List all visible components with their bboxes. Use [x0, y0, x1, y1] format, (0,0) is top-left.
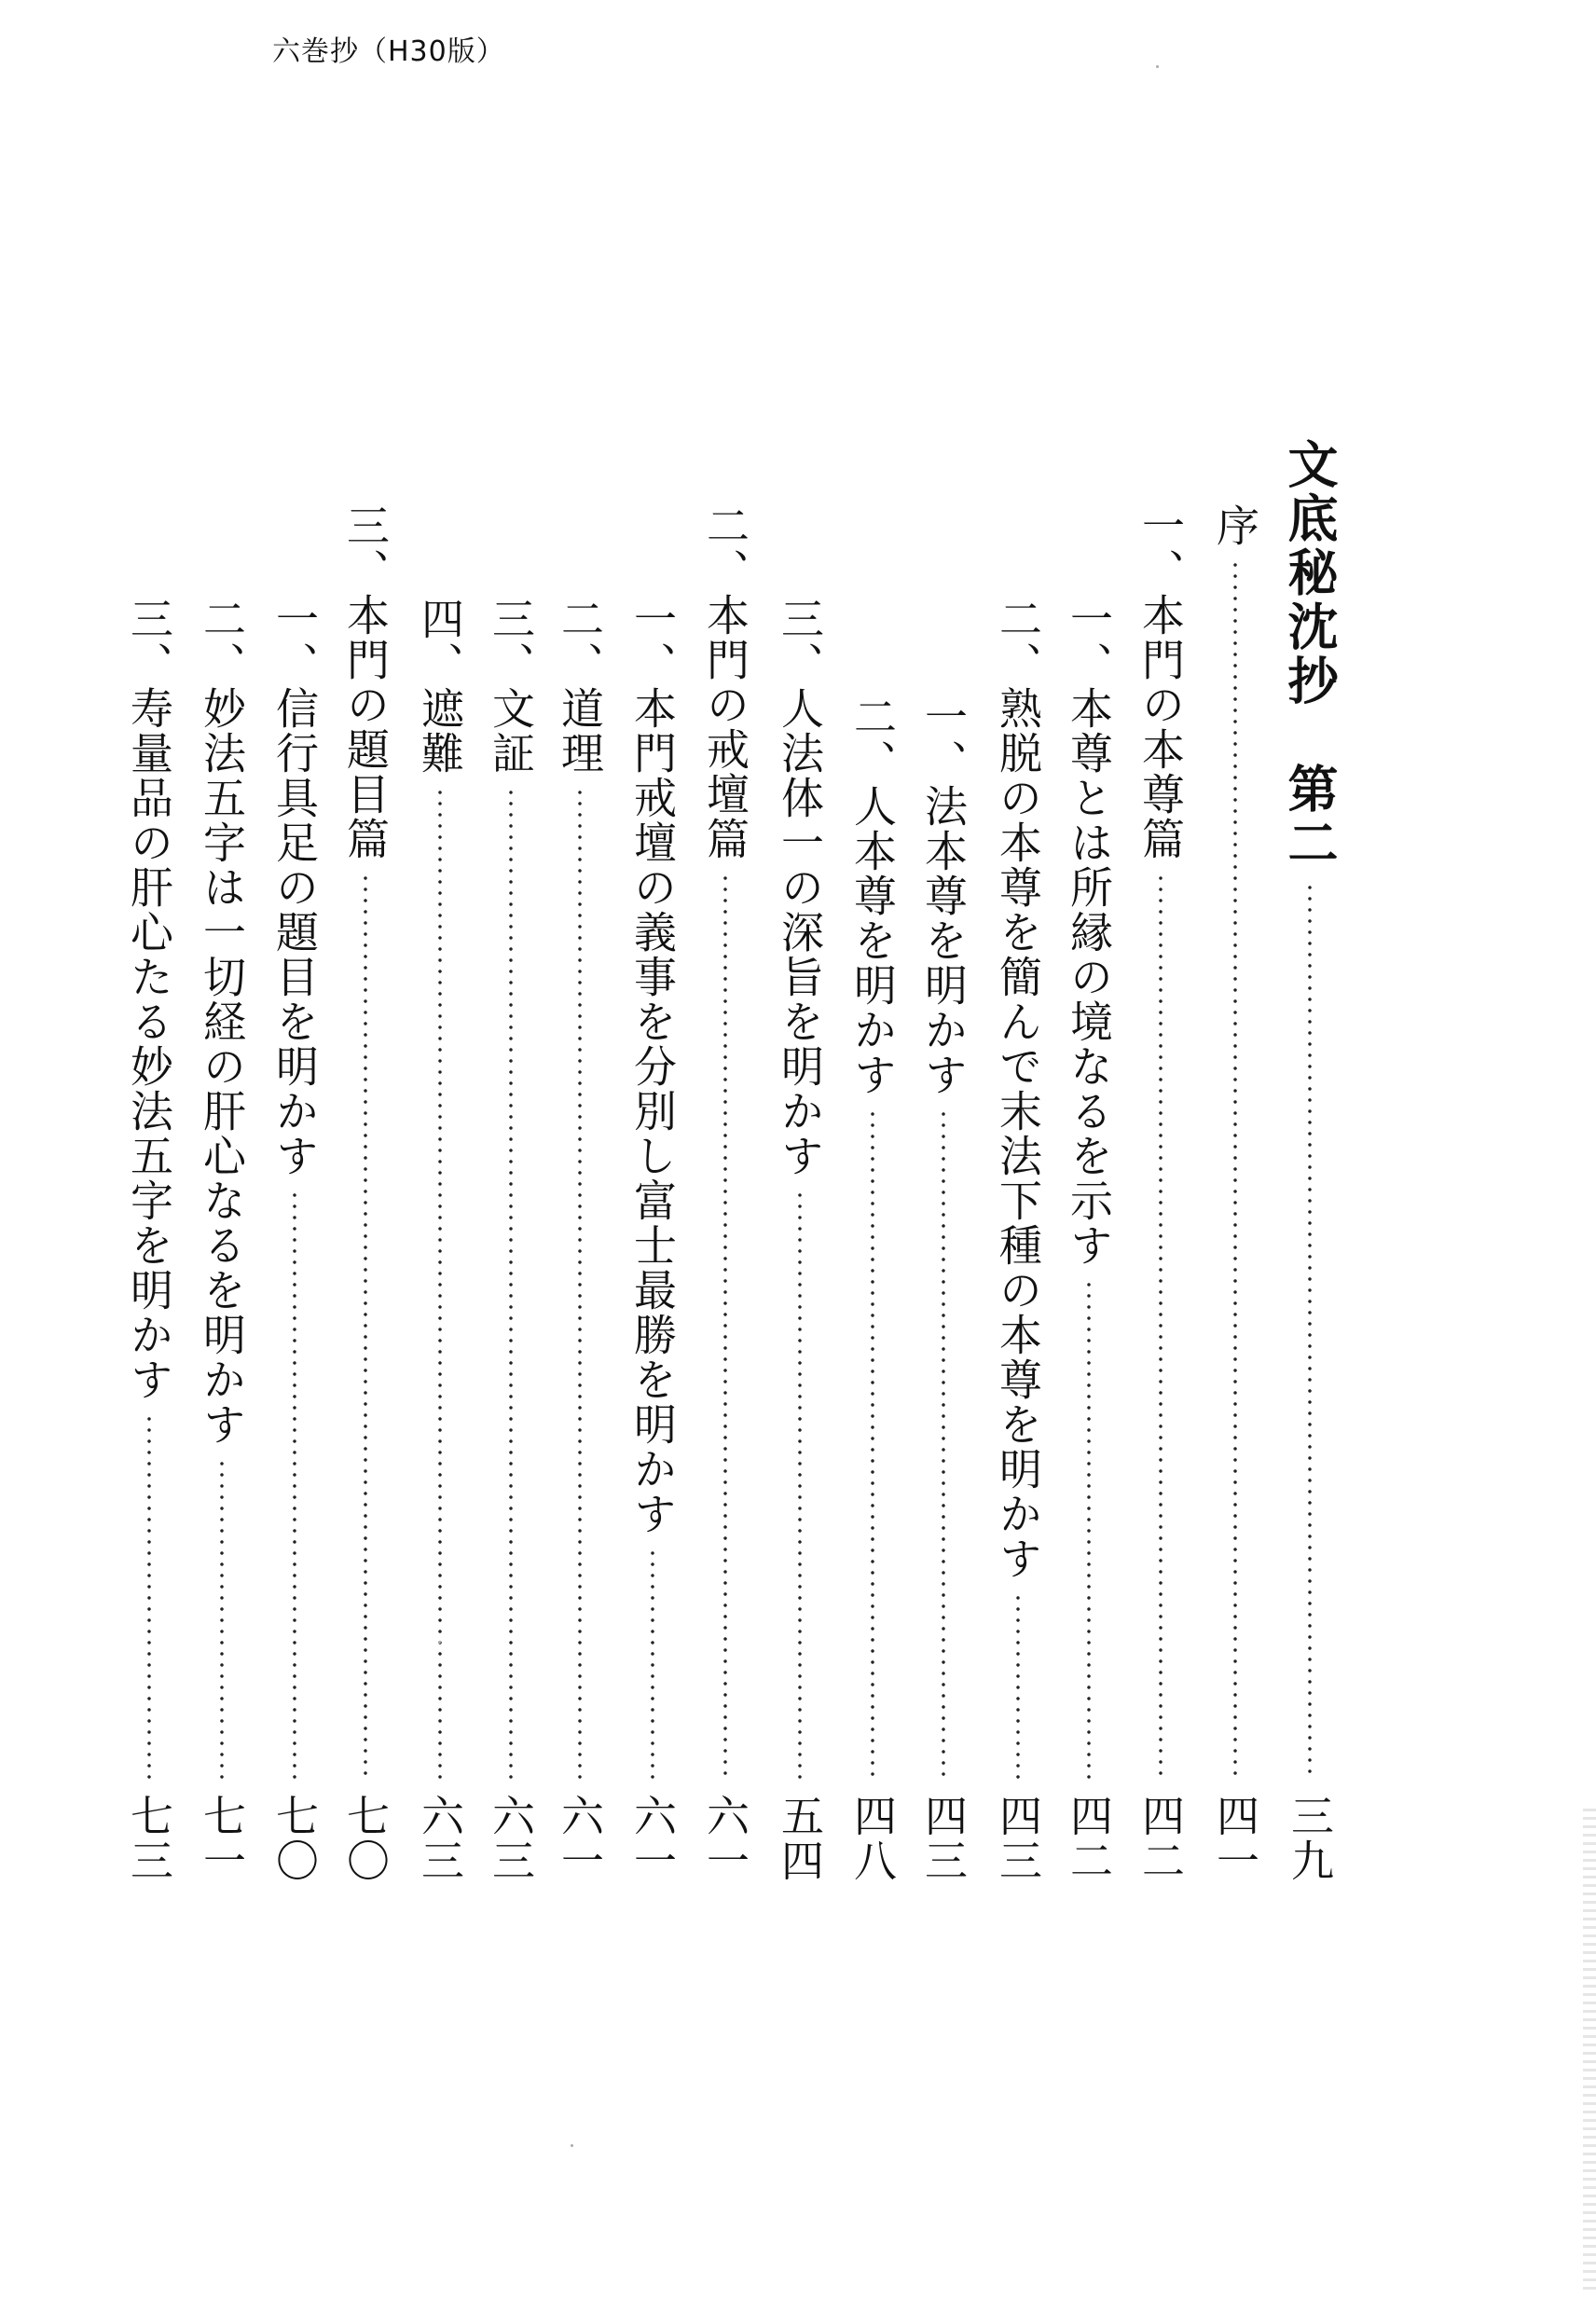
leader-dots [508, 787, 514, 1781]
toc-title-row [1282, 438, 1338, 1883]
toc-entry[interactable] [845, 695, 901, 1883]
toc-entry[interactable] [1133, 503, 1189, 1883]
toc-entry[interactable] [1207, 503, 1263, 1883]
leader-dots [577, 787, 583, 1781]
toc-entry-page: 四一 [1210, 1794, 1260, 1883]
toc-entry-label: 四、遮難 [415, 597, 465, 776]
toc-entry-page: 四三 [918, 1794, 969, 1883]
toc-entry-label: 二、人本尊を明かす [847, 695, 898, 1097]
toc-entry[interactable] [990, 597, 1046, 1883]
toc-entry[interactable] [552, 597, 608, 1883]
toc-entry-label: 一、信行具足の題目を明かす [269, 597, 320, 1178]
toc-entry-page: 四八 [847, 1794, 898, 1883]
toc-entry-label: 三、人法体一の深旨を明かす [775, 597, 825, 1178]
leader-dots [870, 1108, 875, 1781]
toc-entry-page: 六三 [486, 1794, 536, 1883]
toc-entry-label: 二、熟脱の本尊を簡んで末法下種の本尊を明かす [993, 597, 1043, 1581]
leader-dots [1086, 1279, 1092, 1781]
toc-title-page: 三九 [1285, 1794, 1335, 1883]
leader-dots [1015, 1592, 1021, 1781]
toc-entry-page: 六一 [555, 1794, 605, 1883]
leader-dots [650, 1548, 655, 1781]
toc-entry-label: 一、本門戒壇の義事を分別し富士最勝を明かす [627, 597, 678, 1536]
toc-entry[interactable] [121, 597, 177, 1883]
toc-entry[interactable] [697, 503, 753, 1883]
toc-entry[interactable] [1061, 597, 1117, 1883]
toc-entry-label: 序 [1210, 503, 1260, 548]
scan-speck [1156, 65, 1159, 68]
toc-entry-page: 四二 [1135, 1794, 1186, 1883]
leader-dots [146, 1413, 152, 1781]
leader-dots [437, 787, 443, 1781]
toc-entry[interactable] [625, 597, 681, 1883]
toc-entry-page: 五四 [775, 1794, 825, 1883]
toc-entry[interactable] [194, 597, 250, 1883]
leader-dots [1307, 882, 1313, 1781]
leader-dots [1158, 873, 1163, 1781]
toc-entry-page: 六一 [700, 1794, 750, 1883]
leader-dots [797, 1190, 803, 1781]
leader-dots [941, 1108, 946, 1781]
toc-entry-page: 六一 [627, 1794, 678, 1883]
toc-entry-label: 一、本尊とは所縁の境なるを示す [1064, 597, 1114, 1268]
leader-dots [292, 1190, 297, 1781]
toc-entry[interactable] [267, 597, 323, 1883]
leader-dots [363, 873, 368, 1781]
toc-entry-page: 七三 [124, 1794, 174, 1883]
toc-entry-label: 二、本門の戒壇篇 [700, 503, 750, 861]
leader-dots [722, 873, 728, 1781]
toc-entry[interactable] [915, 695, 971, 1883]
toc-entry-label: 二、道理 [555, 597, 605, 776]
toc-entry-page: 六三 [415, 1794, 465, 1883]
toc-entry-label: 三、寿量品の肝心たる妙法五字を明かす [124, 597, 174, 1402]
toc-entry-page: 四二 [1064, 1794, 1114, 1883]
toc-entry-label: 一、法本尊を明かす [918, 695, 969, 1097]
toc-entry[interactable] [412, 597, 468, 1883]
scan-speck [571, 2144, 573, 2147]
toc-entry-label: 一、本門の本尊篇 [1135, 503, 1186, 861]
toc-entry-page: 四三 [993, 1794, 1043, 1883]
toc-entry-label: 三、文証 [486, 597, 536, 776]
toc-entry[interactable] [483, 597, 539, 1883]
toc-entry-label: 二、妙法五字は一切経の肝心なるを明かす [197, 597, 247, 1447]
leader-dots [1232, 559, 1238, 1781]
toc-entry-page: 七〇 [269, 1794, 320, 1883]
toc-entry-page: 七一 [197, 1794, 247, 1883]
scan-margin-strip [1583, 1809, 1596, 2293]
toc-title: 文底秘沈抄 第二 [1280, 438, 1340, 871]
toc-entry[interactable] [772, 597, 828, 1883]
toc-entry-page: 七〇 [340, 1794, 391, 1883]
leader-dots [219, 1458, 225, 1781]
page-header: 六巻抄（H30版） [272, 35, 505, 68]
toc-entry-label: 三、本門の題目篇 [340, 503, 391, 861]
scan-speck [438, 1641, 441, 1644]
toc-entry[interactable] [337, 503, 393, 1883]
